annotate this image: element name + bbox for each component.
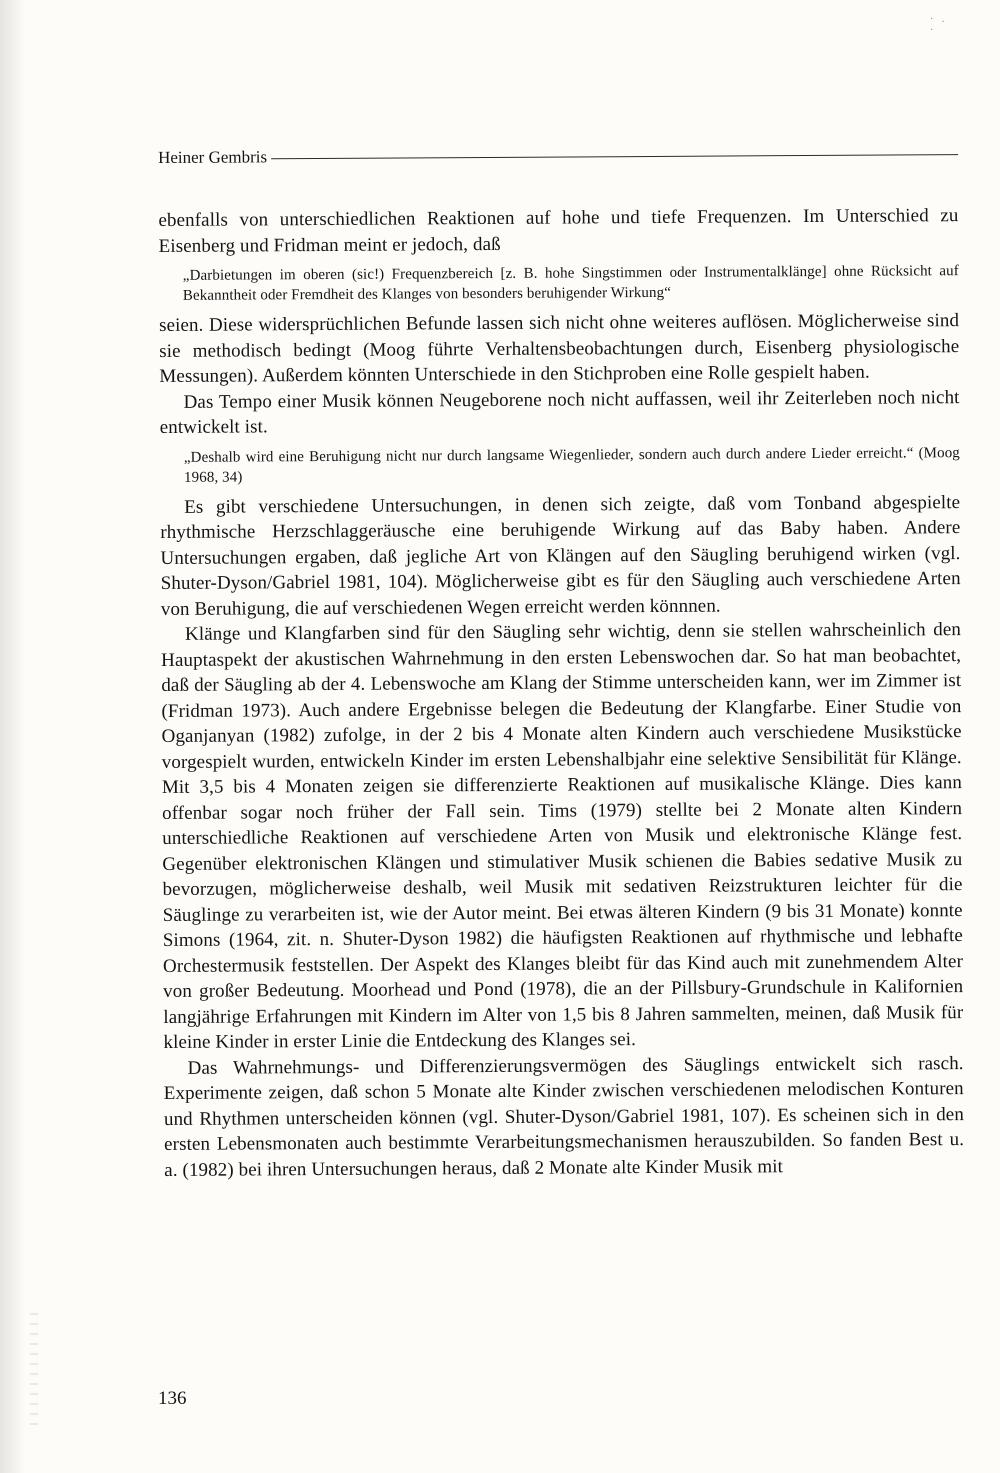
scan-speck <box>930 14 948 22</box>
scan-speck <box>30 1313 38 1433</box>
body-paragraph: Klänge und Klangfarben sind für den Säugling sehr wichtig, denn sie stellen wahrscheinlich den Hauptaspekt der akustischen Wahrnehmung in den ersten Lebenswochen dar. So hat man beobachtet, daß der Säugling ab der 4. Lebenswoche am Klang der Stimme unterscheiden kann, wer im Zimmer ist (Fridman 1973). Auch andere Ergebnisse belegen die Bedeutung der Klangfarbe. Einer Studie von Oganjanyan (1982) zufolge, in der 2 bis 4 Monate alten Kindern auch verschiedene Musikstücke vorgespielt wurden, entwickeln Kinder im ersten Lebenshalbjahr eine selektive Sensibilität für Klänge. Mit 3,5 bis 4 Monaten zeigen sie differenzierte Reaktionen auf musikalische Klänge. Dies kann offenbar sogar noch früher der Fall sein. Tims (1979) stellte bei 2 Monate alten Kindern unterschiedliche Reaktionen auf verschiedene Arten von Musik und elektronische Klänge fest. Gegenüber elektronischen Klängen und stimulativer Musik schienen die Babies sedative Musik zu bevorzugen, möglicherweise deshalb, weil Musik mit sedativen Reizstrukturen leichter für die Säuglinge zu verarbeiten ist, wie der Autor meint. Bei etwas älteren Kindern (9 bis 31 Monate) konnte Simons (1964, zit. n. Shuter-Dyson 1982) die häufigsten Reaktionen auf rhythmische und lebhafte Orchestermusik feststellen. Der Aspekt des Klanges bleibt für das Kind auch mit zunehmendem Alter von großer Bedeutung. Moorhead und Pond (1978), die an der Pillsbury-Grundschule in Kalifornien langjährige Erfahrungen mit Kindern im Alter von 1,5 bis 8 Jahren sammelten, meinen, daß Musik für kleine Kinder in erster Linie die Entdeckung des Klanges sei. <box>161 619 964 1053</box>
running-header-author: Heiner Gembris <box>158 147 268 167</box>
page-number: 136 <box>158 1388 187 1409</box>
scan-edge-artifact <box>0 0 26 1473</box>
block-quote: „Deshalb wird eine Beruhigung nicht nur durch langsame Wiegenlieder, sondern auch durch andere Lieder erreicht.“ (Moog 1968, 34) <box>183 444 960 486</box>
page-content <box>158 143 964 1183</box>
body-paragraph: Das Tempo einer Musik können Neugeborene noch nicht auffassen, weil ihr Zeiterleben noch nicht entwickelt ist. <box>159 386 960 438</box>
running-header <box>158 143 958 168</box>
body-paragraph: Das Wahrnehmungs- und Differenzierungsvermögen des Säuglings entwickelt sich rasch. Experimente zeigen, daß schon 5 Monate alte Kinder zwischen verschiedenen melodischen Konturen und Rhythmen unterscheiden können (vgl. Shuter-Dyson/Gabriel 1981, 107). Es scheinen sich in den ersten Lebensmonaten auch bestimmte Verarbeitungsmechanismen herauszubilden. So fanden Best u. a. (1982) bei ihren Untersuchungen heraus, daß 2 Monate alte Kinder Musik mit <box>163 1052 965 1181</box>
body-text <box>158 203 964 1183</box>
body-paragraph: Es gibt verschiedene Untersuchungen, in denen sich zeigte, daß vom Tonband abgespielte rhythmische Herzschlaggeräusche eine beruhigende Wirkung auf das Baby haben. Andere Untersuchungen ergaben, daß jegliche Art von Klängen auf den Säugling beruhigend wirken (vgl. Shuter-Dyson/Gabriel 1981, 104). Möglicherweise gibt es für den Säugling auch verschiedene Arten von Beruhigung, die auf verschiedenen Wegen erreicht werden könnnen. <box>160 491 961 620</box>
body-paragraph: ebenfalls von unterschiedlichen Reaktionen auf hohe und tiefe Frequenzen. Im Unterschied zu Eisenberg und Fridman meint er jedoch, daß <box>158 205 959 257</box>
body-paragraph: seien. Diese widersprüchlichen Befunde lassen sich nicht ohne weiteres auflösen. Möglicherweise sind sie methodisch bedingt (Moog führte Verhaltensbeobachtungen durch, Eisenberg physiologische Messungen). Außerdem könnten Unterschiede in den Stichproben eine Rolle gespielt haben. <box>159 310 960 387</box>
header-rule <box>271 154 958 159</box>
block-quote: „Darbietungen im oberen (sic!) Frequenzbereich [z. B. hohe Singstimmen oder Instrumentalklänge] ohne Rücksicht auf Bekanntheit oder Fremdheit des Klanges von besonders beruhigender Wirkung“ <box>182 263 959 304</box>
